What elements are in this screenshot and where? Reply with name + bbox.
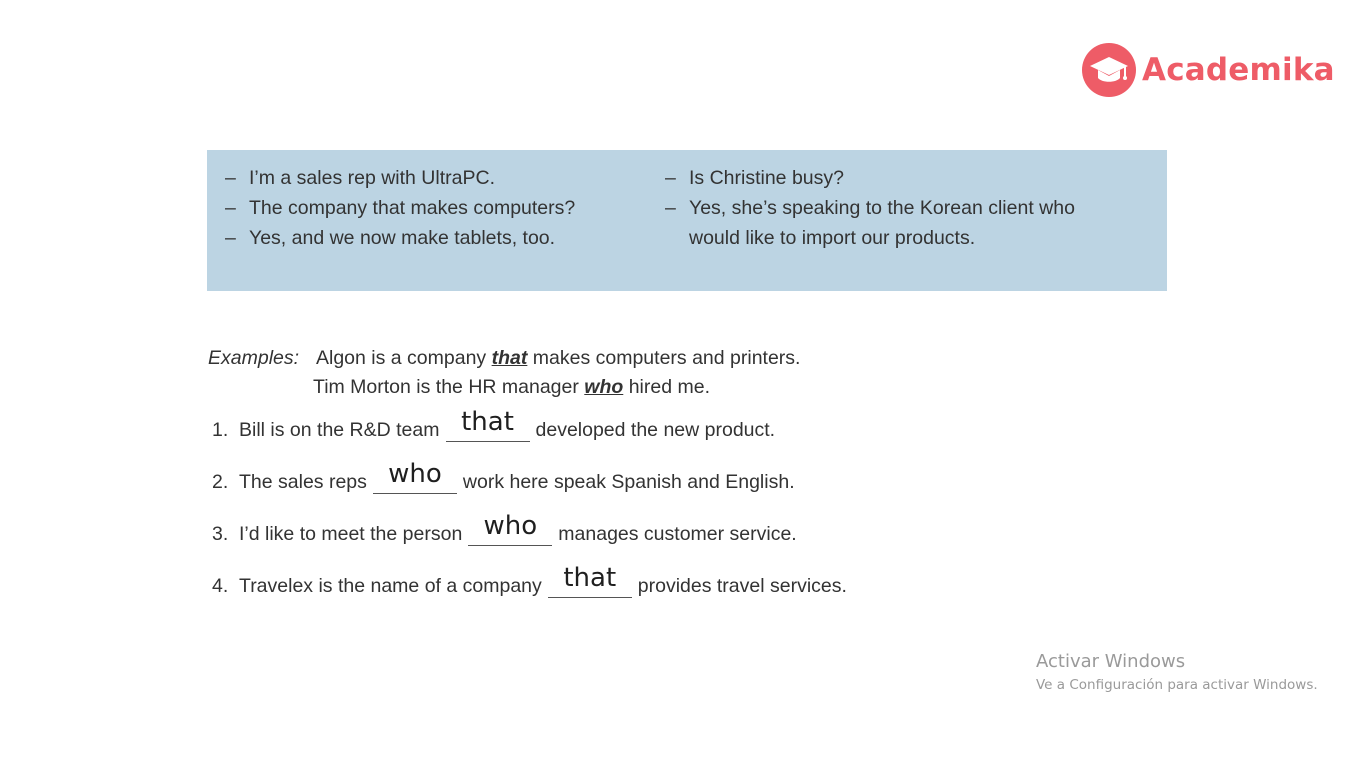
dialogue-text: Yes, she’s speaking to the Korean client who [689,197,1075,219]
answer-blank[interactable] [468,511,552,546]
watermark-title: Activar Windows [1036,651,1186,672]
dash: – [225,227,236,249]
dialogue-left-column [225,163,575,253]
exercise-text-before: Travelex is the name of a company [239,575,542,597]
example-keyword: who [584,376,624,398]
dialogue-right-column [665,163,1075,253]
exercise-text-before: I’d like to meet the person [239,523,463,545]
exercise-text-before: Bill is on the R&D team [239,419,440,441]
example-keyword: that [491,347,528,369]
answer-text: that [461,407,514,437]
answer-text: who [388,459,442,489]
exercise-text-after: provides travel services. [637,575,847,597]
dialogue-line [225,193,575,223]
dialogue-text: Is Christine busy? [689,167,844,189]
dialogue-line [665,223,1075,253]
windows-activation-watermark [1036,650,1318,696]
exercise-item [212,454,795,494]
example-text-after: makes computers and printers. [527,347,801,369]
exercise-item [212,558,847,598]
exercise-text-before: The sales reps [239,471,367,493]
dialogue-box [207,150,1167,291]
dialogue-text: would like to import our products. [689,227,976,249]
example-text-after: hired me. [623,376,710,398]
dialogue-line [665,163,1075,193]
answer-blank[interactable] [446,407,530,442]
dialogue-text: Yes, and we now make tablets, too. [249,227,556,249]
answer-blank[interactable] [548,563,632,598]
dialogue-line [225,223,575,253]
exercise-text-after: work here speak Spanish and English. [462,471,795,493]
exercise-item [212,506,797,546]
answer-text: that [563,563,617,593]
graduation-cap-icon [1082,43,1136,97]
examples-block [208,344,800,402]
example-line [208,344,800,373]
examples-label: Examples: [208,347,300,369]
dash: – [225,167,236,189]
dialogue-line [225,163,575,193]
dash: – [665,167,676,189]
exercise-text-after: manages customer service. [558,523,797,545]
example-text-before: Algon is a company [316,347,492,369]
exercise-number: 4. [212,575,229,597]
exercise-number: 2. [212,471,229,493]
example-line [208,373,800,402]
dialogue-text: I’m a sales rep with UltraPC. [249,167,495,189]
dash: – [225,197,236,219]
answer-text: who [483,511,538,541]
dialogue-line [665,193,1075,223]
exercise-number: 1. [212,419,229,441]
dash: – [665,197,676,219]
dialogue-text: The company that makes computers? [249,197,576,219]
watermark-subtitle: Ve a Configuración para activar Windows. [1036,677,1318,693]
example-text-before: Tim Morton is the HR manager [313,376,585,398]
academika-logo [1082,42,1335,98]
brand-name: Academika [1142,52,1335,88]
exercise-item [212,402,775,442]
exercise-text-after: developed the new product. [535,419,776,441]
exercise-number: 3. [212,523,229,545]
answer-blank[interactable] [373,459,457,494]
